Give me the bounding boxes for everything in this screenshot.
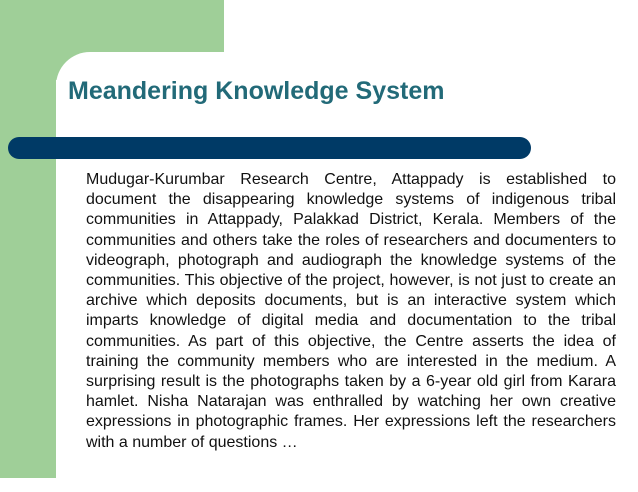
- left-accent-strip: [0, 0, 56, 478]
- title-divider-bar: [8, 137, 531, 159]
- slide-title: Meandering Knowledge System: [68, 77, 445, 105]
- slide-body-text: Mudugar-Kurumbar Research Centre, Attappady is established to document the disappearing knowledge systems of indigenous tribal communities in Attappady, Palakkad District, Kerala. Members of the communities and others take the roles of researchers and documenters to videograph, photograph and audiograph the knowledge systems of the communities. This objective of the project, however, is not just to create an archive which deposits documents, but is an interactive system which imparts knowledge of digital media and documentation to the tribal communities. As part of this objective, the Centre asserts the idea of training the community members who are interested in the medium. A surprising result is the photographs taken by a 6-year old girl from Karara hamlet. Nisha Natarajan was enthralled by watching her own creative expressions in photographic frames. Her expressions left the researchers with a number of questions …: [86, 171, 616, 451]
